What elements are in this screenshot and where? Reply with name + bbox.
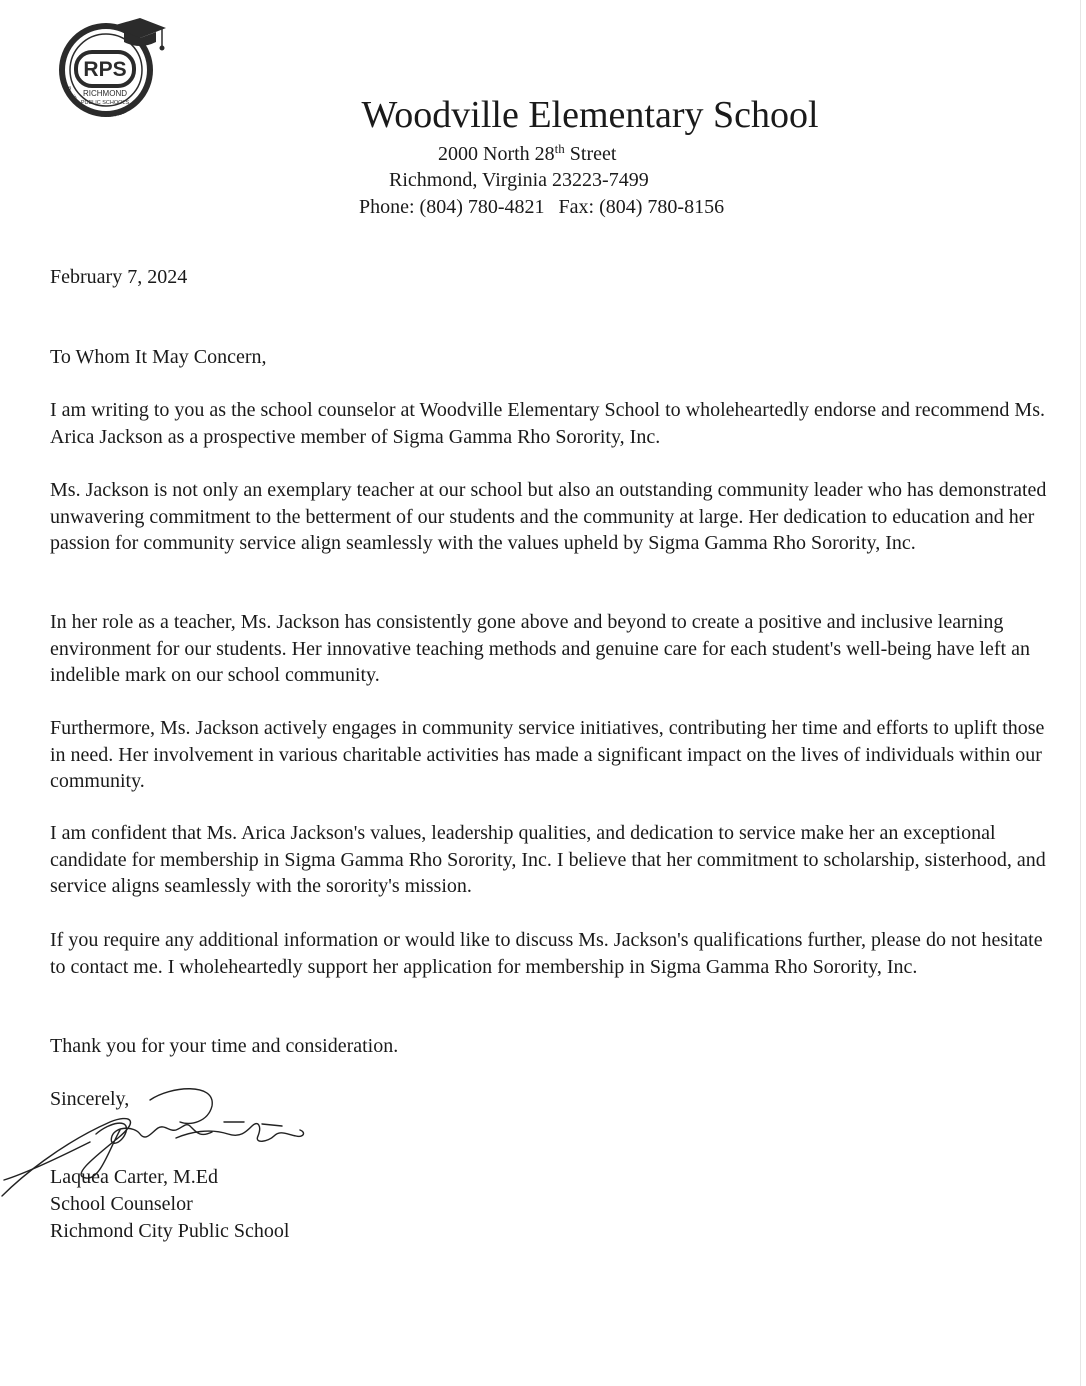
graduation-cap-icon	[112, 18, 166, 51]
scan-edge	[1080, 0, 1081, 1386]
thank-you-line: Thank you for your time and consideration.	[50, 1035, 399, 1057]
street-address	[438, 141, 616, 167]
salutation: To Whom It May Concern,	[50, 346, 267, 368]
contact-line	[359, 194, 724, 220]
logo-line1: RICHMOND	[83, 89, 127, 98]
logo-line2: PUBLIC SCHOOLS	[80, 100, 130, 106]
signer-name: Laquea Carter, M.Ed	[50, 1166, 219, 1188]
logo-initials: RPS	[83, 58, 127, 81]
closing: Sincerely,	[50, 1088, 130, 1110]
signer-title: School Counselor	[50, 1193, 193, 1215]
fax-number: Fax: (804) 780-8156	[558, 196, 725, 218]
rps-logo	[56, 14, 178, 126]
signer-organization: Richmond City Public School	[50, 1220, 290, 1242]
body-paragraph-4: Furthermore, Ms. Jackson actively engages in community service initiatives, contributing her time and efforts to uplift those in need. Her involvement in various charitable activities has made a significant impact on the lives of individuals within our community.	[50, 717, 1045, 792]
city-line: Richmond, Virginia 23223-7499	[389, 169, 649, 191]
body-paragraph-1: I am writing to you as the school counselor at Woodville Elementary School to wholeheartedly endorse and recommend Ms. Arica Jackson as a prospective member of Sigma Gamma Rho Sorority, Inc.	[50, 399, 1045, 448]
phone-number: Phone: (804) 780-4821	[359, 196, 545, 218]
body-paragraph-6: If you require any additional information or would like to discuss Ms. Jackson's qualifications further, please do not hesitate to contact me. I wholeheartedly support her application for membership in Sigma Gamma Rho Sorority, Inc.	[50, 929, 1043, 978]
school-name: Woodville Elementary School	[361, 94, 819, 136]
body-paragraph-2: Ms. Jackson is not only an exemplary teacher at our school but also an outstanding community leader who has demonstrated unwavering commitment to the betterment of our students and the community at large. Her dedication to education and her passion for community service align seamlessly with the values upheld by Sigma Gamma Rho Sorority, Inc.	[50, 479, 1047, 554]
letter-date: February 7, 2024	[50, 266, 188, 288]
street-suffix: Street	[564, 143, 617, 165]
street-number: 2000 North 28	[438, 143, 555, 165]
body-paragraph-3: In her role as a teacher, Ms. Jackson has consistently gone above and beyond to create a positive and inclusive learning environment for our students. Her innovative teaching methods and genuine care for each student's well-being have left an indelible mark on our school community.	[50, 611, 1030, 686]
body-paragraph-5: I am confident that Ms. Arica Jackson's values, leadership qualities, and dedication to service make her an exceptional candidate for membership in Sigma Gamma Rho Sorority, Inc. I believe that her commitment to scholarship, sisterhood, and service aligns seamlessly with the sorority's mission.	[50, 822, 1046, 897]
street-ordinal: th	[554, 141, 565, 156]
logo-motto: Resilience. Pride. Success.	[63, 84, 128, 119]
